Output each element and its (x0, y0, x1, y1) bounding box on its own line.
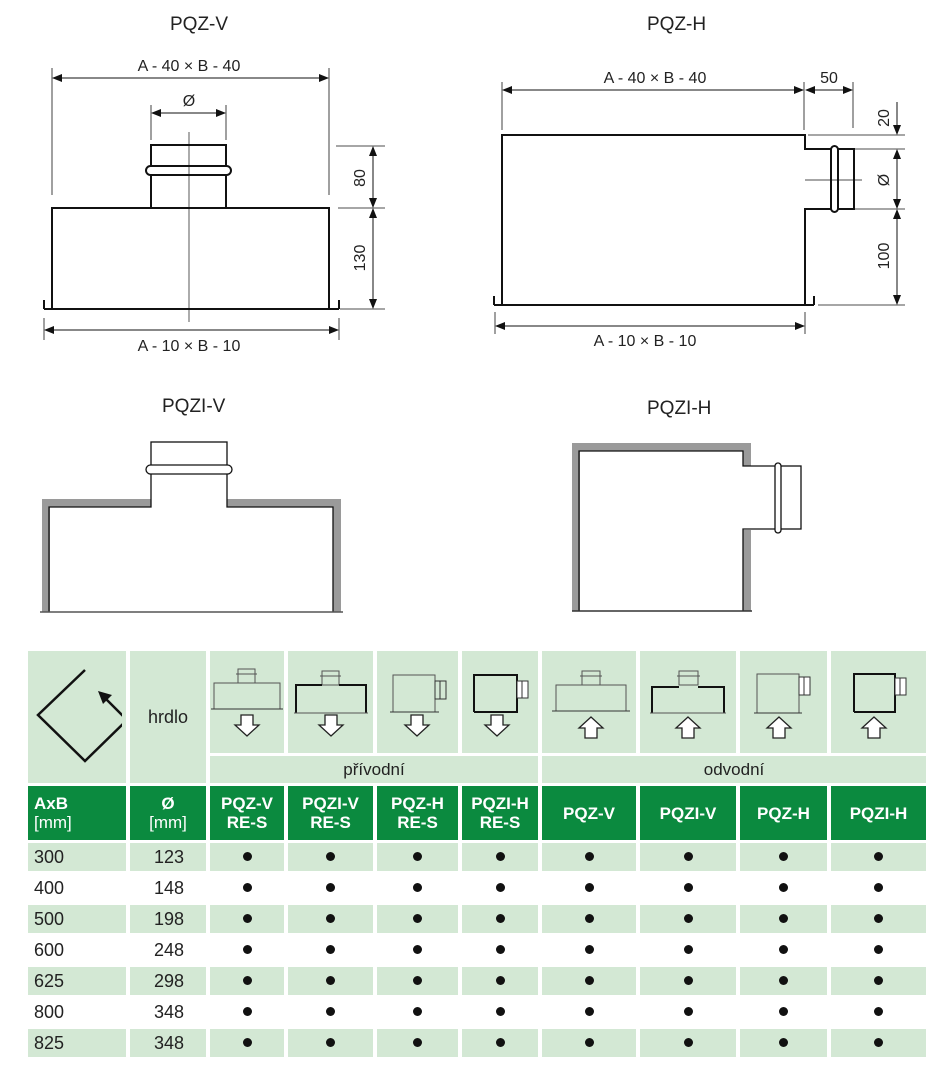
header-col-1: PQZ-V RE-S (210, 786, 284, 840)
cell-availability (831, 936, 926, 964)
pqzi-v-title: PQZI-V (162, 396, 226, 417)
pqz-h-dim-top-offset: 20 (876, 109, 893, 127)
available-dot-icon (874, 1007, 883, 1016)
available-dot-icon (585, 976, 594, 985)
cell-diameter: 123 (130, 843, 206, 871)
header-col-3: PQZ-H RE-S (377, 786, 458, 840)
pqz-h-dim-neck-length: 50 (820, 70, 838, 87)
pqz-h-dim-bottom-offset: 100 (876, 242, 893, 270)
hrdlo-cell (130, 651, 206, 783)
pqz-v-dim-diameter: Ø (182, 93, 196, 110)
available-dot-icon (243, 852, 252, 861)
cell-availability (462, 936, 538, 964)
cell-availability (288, 905, 373, 933)
available-dot-icon (684, 976, 693, 985)
cell-availability (542, 1029, 636, 1057)
pqz-v-dim-body-height: 130 (352, 244, 369, 272)
cell-availability (377, 905, 458, 933)
rotation-square-icon (32, 665, 122, 765)
table-row (28, 936, 926, 964)
pqz-h-dim-bottom: A - 10 × B - 10 (593, 333, 697, 350)
cell-availability (377, 1029, 458, 1057)
pqzi-h-title: PQZI-H (647, 398, 712, 419)
header-col-7: PQZ-H (740, 786, 827, 840)
available-dot-icon (496, 1007, 505, 1016)
cell-availability (288, 936, 373, 964)
cell-availability (210, 905, 284, 933)
available-dot-icon (496, 852, 505, 861)
cell-availability (462, 1029, 538, 1057)
cell-diameter: 248 (153, 939, 184, 960)
available-dot-icon (684, 914, 693, 923)
cell-availability (377, 967, 458, 995)
cell-axb: 600 (34, 939, 65, 960)
cell-availability (462, 998, 538, 1026)
available-dot-icon (779, 976, 788, 985)
cell-availability (542, 998, 636, 1026)
cell-availability (831, 905, 926, 933)
available-dot-icon (779, 1038, 788, 1047)
available-dot-icon (413, 976, 422, 985)
pqzi-v-exhaust-icon-cell (640, 651, 736, 753)
pqz-h-supply-icon-cell (377, 651, 458, 753)
cell-availability (542, 936, 636, 964)
pqz-h-exhaust-icon-cell (740, 651, 827, 753)
pqz-v-exhaust-icon (542, 655, 636, 745)
cell-availability (740, 1029, 827, 1057)
corner-rotation-cell (28, 651, 126, 783)
cell-availability (640, 936, 736, 964)
cell-availability (462, 874, 538, 902)
available-dot-icon (496, 914, 505, 923)
pqz-v-title: PQZ-V (170, 14, 229, 35)
available-dot-icon (496, 883, 505, 892)
table-header-row (28, 786, 926, 840)
cell-availability (377, 998, 458, 1026)
cell-availability (640, 905, 736, 933)
cell-availability (542, 874, 636, 902)
cell-availability (740, 905, 827, 933)
cell-diameter: 348 (153, 1001, 184, 1022)
table-row (28, 967, 926, 995)
cell-availability (640, 1029, 736, 1057)
available-dot-icon (496, 1038, 505, 1047)
table-row (28, 843, 926, 871)
cell-axb: 400 (34, 877, 65, 898)
cell-availability (462, 967, 538, 995)
pqzi-h-supply-icon-cell (462, 651, 538, 753)
available-dot-icon (874, 1038, 883, 1047)
cell-availability (288, 1029, 373, 1057)
cell-availability (831, 998, 926, 1026)
available-dot-icon (326, 914, 335, 923)
available-dot-icon (874, 852, 883, 861)
table-row (28, 905, 926, 933)
header-col-4: PQZI-H RE-S (462, 786, 538, 840)
available-dot-icon (413, 852, 422, 861)
group-exhaust-label: odvodní (703, 759, 765, 779)
cell-availability (210, 843, 284, 871)
cell-availability (831, 967, 926, 995)
pqz-v-dim-top: A - 40 × B - 40 (137, 58, 241, 75)
cell-availability (831, 874, 926, 902)
cell-availability (831, 1029, 926, 1057)
cell-axb: 800 (34, 1001, 65, 1022)
cell-availability (462, 843, 538, 871)
table-body (28, 843, 926, 1057)
available-dot-icon (326, 1038, 335, 1047)
available-dot-icon (874, 883, 883, 892)
available-dot-icon (243, 1007, 252, 1016)
available-dot-icon (585, 945, 594, 954)
cell-availability (377, 936, 458, 964)
available-dot-icon (413, 914, 422, 923)
group-supply (210, 756, 538, 783)
available-dot-icon (326, 883, 335, 892)
cell-diameter: 298 (130, 967, 206, 995)
pqz-h-title: PQZ-H (647, 14, 707, 35)
pqzi-h-exhaust-icon (831, 655, 926, 745)
header-col-8: PQZI-H (831, 786, 926, 840)
pqzi-v-supply-icon (288, 655, 373, 745)
available-dot-icon (585, 914, 594, 923)
header-axb: AxB [mm] (28, 786, 126, 840)
available-dot-icon (326, 976, 335, 985)
pqz-h-dim-top: A - 40 × B - 40 (603, 70, 707, 87)
pqz-v-supply-icon-cell (210, 651, 284, 753)
header-col-2: PQZI-V RE-S (288, 786, 373, 840)
available-dot-icon (243, 976, 252, 985)
available-dot-icon (585, 1007, 594, 1016)
available-dot-icon (874, 945, 883, 954)
cell-availability (740, 936, 827, 964)
available-dot-icon (684, 1007, 693, 1016)
cell-axb: 500 (28, 905, 126, 933)
pqz-h-dim-diameter: Ø (876, 173, 893, 187)
cell-diameter: 198 (130, 905, 206, 933)
cell-availability (288, 874, 373, 902)
available-dot-icon (326, 1007, 335, 1016)
available-dot-icon (496, 976, 505, 985)
table-row (28, 998, 926, 1026)
available-dot-icon (326, 852, 335, 861)
available-dot-icon (684, 1038, 693, 1047)
pqz-v-dim-bottom: A - 10 × B - 10 (137, 338, 241, 355)
available-dot-icon (243, 1038, 252, 1047)
cell-availability (210, 1029, 284, 1057)
cell-availability (210, 874, 284, 902)
cell-availability (640, 843, 736, 871)
cell-availability (740, 843, 827, 871)
available-dot-icon (779, 1007, 788, 1016)
pqzi-h-supply-icon (462, 655, 538, 745)
cell-availability (288, 998, 373, 1026)
pqz-v-drawing (44, 68, 385, 340)
cell-availability (640, 998, 736, 1026)
cell-availability (210, 936, 284, 964)
header-col-5: PQZ-V (542, 786, 636, 840)
available-dot-icon (684, 945, 693, 954)
cell-axb: 300 (28, 843, 126, 871)
available-dot-icon (326, 945, 335, 954)
available-dot-icon (585, 1038, 594, 1047)
pqz-v-supply-icon (210, 655, 284, 745)
cell-axb: 625 (28, 967, 126, 995)
cell-availability (542, 967, 636, 995)
header-col-6: PQZI-V (640, 786, 736, 840)
pqzi-v-supply-icon-cell (288, 651, 373, 753)
cell-availability (210, 998, 284, 1026)
group-supply-label: přívodní (343, 759, 405, 779)
cell-availability (377, 874, 458, 902)
available-dot-icon (413, 883, 422, 892)
group-exhaust (542, 756, 926, 783)
cell-axb: 825 (28, 1029, 126, 1057)
cell-availability (640, 967, 736, 995)
pqz-h-exhaust-icon (740, 655, 827, 745)
cell-availability (542, 905, 636, 933)
pqzi-h-exhaust-icon-cell (831, 651, 926, 753)
pqz-v-dim-neck-height: 80 (352, 169, 369, 187)
available-dot-icon (585, 883, 594, 892)
available-dot-icon (684, 883, 693, 892)
cell-availability (831, 843, 926, 871)
cell-availability (542, 843, 636, 871)
available-dot-icon (684, 852, 693, 861)
available-dot-icon (585, 852, 594, 861)
available-dot-icon (413, 1007, 422, 1016)
available-dot-icon (779, 852, 788, 861)
available-dot-icon (779, 883, 788, 892)
available-dot-icon (496, 945, 505, 954)
available-dot-icon (874, 976, 883, 985)
hrdlo-label: hrdlo (147, 706, 189, 727)
cell-availability (210, 967, 284, 995)
cell-availability (377, 843, 458, 871)
cell-availability (462, 905, 538, 933)
available-dot-icon (243, 914, 252, 923)
available-dot-icon (243, 945, 252, 954)
pqzi-v-exhaust-icon (640, 655, 736, 745)
pqzi-h-drawing (572, 443, 801, 611)
pqz-h-supply-icon (377, 655, 458, 745)
table-row (28, 1029, 926, 1057)
cell-availability (740, 967, 827, 995)
available-dot-icon (779, 945, 788, 954)
specification-table (24, 648, 930, 1060)
header-diameter: Ø [mm] (130, 786, 206, 840)
cell-diameter: 148 (153, 877, 184, 898)
cell-availability (740, 874, 827, 902)
available-dot-icon (413, 1038, 422, 1047)
pqzi-v-drawing (40, 442, 343, 612)
cell-diameter: 348 (130, 1029, 206, 1057)
cell-availability (740, 998, 827, 1026)
available-dot-icon (874, 914, 883, 923)
available-dot-icon (413, 945, 422, 954)
cell-availability (640, 874, 736, 902)
available-dot-icon (243, 883, 252, 892)
cell-availability (288, 967, 373, 995)
table-row (28, 874, 926, 902)
available-dot-icon (779, 914, 788, 923)
pqz-v-exhaust-icon-cell (542, 651, 636, 753)
cell-availability (288, 843, 373, 871)
pqz-h-drawing (494, 82, 905, 334)
